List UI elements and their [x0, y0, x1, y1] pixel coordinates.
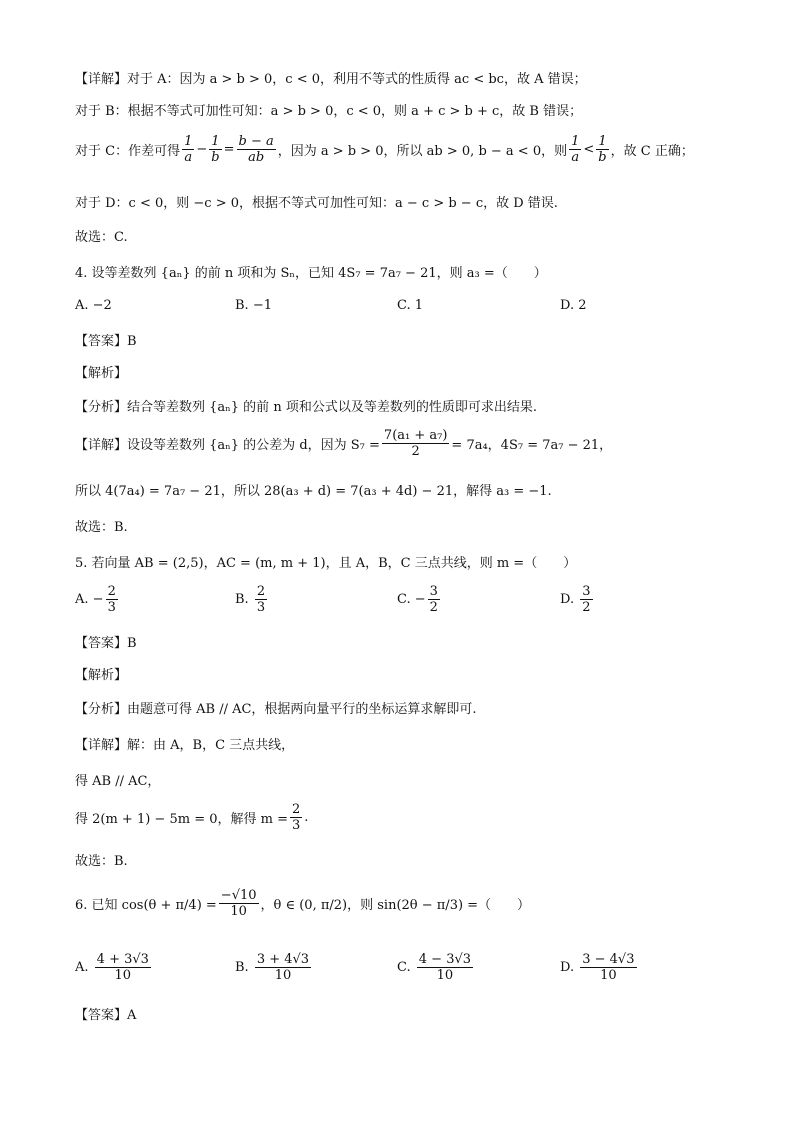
- q5-analysis-heading: 【解析】: [75, 668, 128, 683]
- denominator: 2: [582, 600, 591, 615]
- q6-answer: 【答案】A: [75, 1008, 137, 1023]
- q4-detail-prefix: 【详解】设设等差数列 {aₙ} 的公差为 d，因为 S₇ =: [75, 438, 380, 453]
- q4-derivation: 所以 4(7a₄) = 7a₇ − 21，所以 28(a₃ + d) = 7(a₃ + 4d) − 21，解得 a₃ = −1.: [75, 484, 552, 499]
- q5-answer: 【答案】B: [75, 636, 137, 651]
- fraction: [417, 952, 473, 983]
- fraction: [255, 584, 267, 615]
- q6-options: [75, 952, 735, 992]
- option-label: B.: [235, 592, 249, 607]
- q6-option-b: [235, 952, 313, 983]
- denominator: a: [571, 150, 580, 165]
- q5-option-a: [75, 584, 120, 615]
- detail-d-line: 对于 D：c < 0，则 −c > 0，根据不等式可加性可知：a − c > b − c，故 D 错误.: [75, 196, 558, 211]
- fraction: [569, 134, 581, 165]
- fraction: [219, 888, 259, 919]
- numerator: 2: [291, 802, 301, 817]
- detail-c-prefix: 对于 C：作差可得: [75, 144, 181, 159]
- fraction: [382, 428, 450, 459]
- denominator: 3: [107, 600, 116, 615]
- q6-option-d: [560, 952, 639, 983]
- denominator: ab: [248, 150, 265, 165]
- option-label: C.: [397, 960, 411, 975]
- q5-answer-choice: 故选：B.: [75, 854, 128, 869]
- detail-a-line: 【详解】对于 A：因为 a > b > 0，c < 0，利用不等式的性质得 ac < bc，故 A 错误；: [75, 72, 587, 87]
- q4-options: [75, 298, 735, 338]
- fraction: [95, 952, 151, 983]
- fraction: [580, 584, 592, 615]
- q6-option-a: [75, 952, 153, 983]
- option-sign: −: [414, 592, 426, 607]
- numerator: 1: [598, 134, 607, 149]
- numerator: 7(a₁ + a₇): [383, 428, 448, 443]
- q4-analysis: 【分析】结合等差数列 {aₙ} 的前 n 项和公式以及等差数列的性质即可求出结果.: [75, 400, 537, 415]
- q4-option-b: B. −1: [235, 298, 272, 313]
- denominator: 2: [429, 600, 438, 615]
- detail-c-middle: ，因为 a > b > 0，所以 ab > 0, b − a < 0，则: [277, 144, 568, 159]
- q4-analysis-heading: 【解析】: [75, 366, 128, 381]
- fraction: [209, 134, 221, 165]
- numerator: 2: [107, 584, 116, 599]
- numerator: 3 + 4√3: [256, 952, 310, 967]
- fraction: [106, 584, 118, 615]
- option-label: D.: [560, 960, 575, 975]
- denominator: b: [211, 150, 220, 165]
- denominator: 10: [230, 904, 247, 919]
- denominator: 3: [291, 818, 301, 833]
- q4-answer: 【答案】B: [75, 334, 137, 349]
- option-label: D.: [560, 592, 575, 607]
- option-label: A.: [75, 592, 89, 607]
- numerator: 4 − 3√3: [418, 952, 472, 967]
- fraction: [290, 802, 302, 833]
- q5-options: [75, 584, 735, 624]
- option-label: C.: [397, 592, 411, 607]
- detail-c-suffix: ，故 C 正确；: [610, 144, 694, 159]
- fraction: [580, 952, 636, 983]
- denominator: a: [184, 150, 193, 165]
- numerator: 3: [582, 584, 591, 599]
- option-label: A.: [75, 960, 89, 975]
- q5-option-b: [235, 584, 269, 615]
- numerator: b − a: [238, 134, 274, 149]
- denominator: 10: [114, 968, 132, 983]
- fraction: [182, 134, 194, 165]
- detail-c-line: 对于 C：作差可得 $\frac{1}{a}$ − $\frac{1}{b}$ = $\frac{b - a}{ab}$ ，因为 a > b > 0，所以 ab > 0, b − a < 0，则 $\frac{1}{a}$ < $\frac{1}{b}$ ，故 C 正确；: [75, 134, 694, 165]
- numerator: 1: [184, 134, 193, 149]
- numerator: 1: [571, 134, 580, 149]
- q5-equation-prefix: 得 2(m + 1) − 5m = 0，解得 m =: [75, 812, 288, 827]
- q5-detail: 【详解】解：由 A，B，C 三点共线，: [75, 738, 295, 753]
- denominator: 10: [274, 968, 292, 983]
- option-label: B.: [235, 960, 249, 975]
- denominator: 3: [256, 600, 266, 615]
- numerator: 4 + 3√3: [96, 952, 149, 967]
- option-sign: −: [92, 592, 104, 607]
- q4-answer-choice: 故选：B.: [75, 520, 128, 535]
- q4-option-a: A. −2: [75, 298, 112, 313]
- question-6: [75, 888, 530, 919]
- q5-equation: [75, 802, 308, 833]
- q5-option-c: [397, 584, 442, 615]
- fraction: [596, 134, 608, 165]
- q4-option-c: C. 1: [397, 298, 424, 313]
- denominator: 2: [411, 444, 420, 459]
- q5-parallel: 得 AB // AC，: [75, 774, 161, 789]
- denominator: 10: [600, 968, 617, 983]
- q6-prefix: 6. 已知 cos(θ + π/4) =: [75, 898, 217, 913]
- numerator: −√10: [220, 888, 257, 903]
- fraction: [428, 584, 440, 615]
- q5-option-d: [560, 584, 595, 615]
- denominator: b: [598, 150, 607, 165]
- question-4: 4. 设等差数列 {aₙ} 的前 n 项和为 Sₙ，已知 4S₇ = 7a₇ − 21，则 a₃ =（ ）: [75, 266, 547, 281]
- q5-analysis: 【分析】由题意可得 AB // AC，根据两向量平行的坐标运算求解即可.: [75, 702, 477, 717]
- numerator: 3: [429, 584, 438, 599]
- q6-suffix: ，θ ∈ (0, π/2)，则 sin(2θ − π/3) =（ ）: [260, 898, 531, 913]
- q5-equation-suffix: .: [304, 810, 309, 825]
- q4-detail: [75, 428, 612, 459]
- numerator: 3 − 4√3: [582, 952, 635, 967]
- fraction: [255, 952, 311, 983]
- numerator: 1: [211, 134, 220, 149]
- fraction: [237, 134, 276, 165]
- question-5: 5. 若向量 AB = (2,5)，AC = (m, m + 1)，且 A，B，C 三点共线，则 m =（ ）: [75, 556, 577, 571]
- q4-detail-suffix: = 7a₄，4S₇ = 7a₇ − 21，: [451, 438, 613, 453]
- numerator: 2: [256, 584, 266, 599]
- q6-option-c: [397, 952, 475, 983]
- answer-choice-c: 故选：C.: [75, 230, 128, 245]
- detail-b-line: 对于 B：根据不等式可加性可知：a > b > 0，c < 0，则 a + c > b + c，故 B 错误；: [75, 104, 583, 119]
- q4-option-d: D. 2: [560, 298, 587, 313]
- denominator: 10: [436, 968, 454, 983]
